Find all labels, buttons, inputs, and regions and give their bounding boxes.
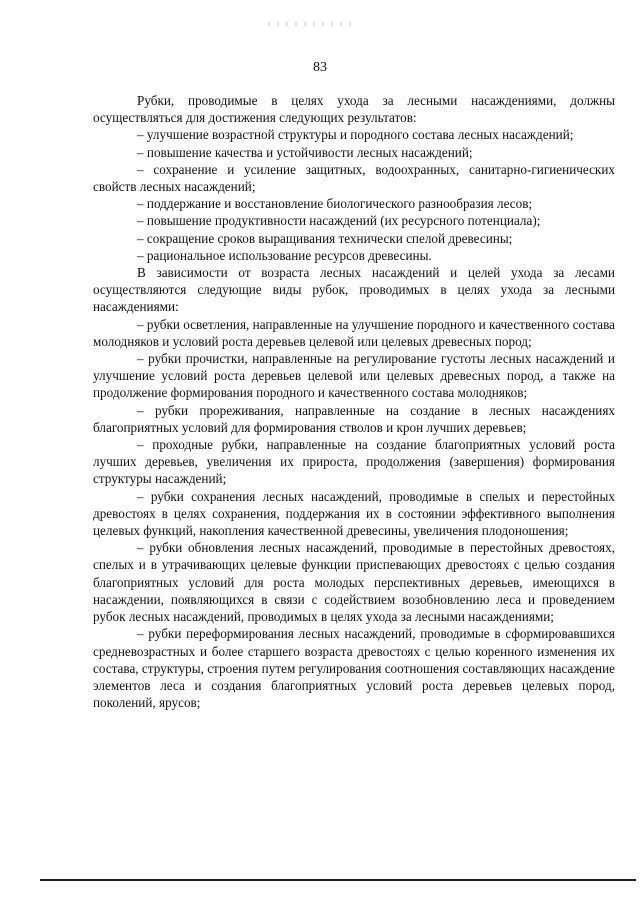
paragraph-types-intro: В зависимости от возраста лесных насаждений и целей ухода за лесами осуществляются следующие виды рубок, проводимых в целях ухода за лесными насаждениями: [93, 265, 615, 315]
scan-artifact [268, 22, 358, 26]
list-item: – сохранение и усиление защитных, водоохранных, санитарно-гигиенических свойств лесных насаждений; [93, 161, 615, 195]
page-number: 83 [313, 60, 327, 75]
list-item: – повышение качества и устойчивости лесных насаждений; [137, 144, 473, 160]
list-item: – сокращение сроков выращивания технически спелой древесины; [137, 230, 513, 246]
list-item: – рубки сохранения лесных насаждений, проводимые в спелых и перестойных древостоях в целях сохранения, поддержания их в состоянии эффективного выполнения целевых функций, накопления качественной древесины, увеличения плодоношения; [93, 488, 615, 539]
list-item: – повышение продуктивности насаждений (их ресурсного потенциала); [137, 213, 541, 229]
list-item: – проходные рубки, направленные на создание благоприятных условий роста лучших деревьев, увеличения их прироста, продолжения (завершения) формирования структуры насаждений; [93, 437, 615, 487]
list-item: – рубки обновления лесных насаждений, проводимые в перестойных древостоях, спелых и в утрачивающих целевые функции приспевающих древостоях с целью создания благоприятных условий для роста молодых перспективных деревьев, имеющихся в насаждении, появляющихся в связи с содействием возобновлению леса и проведением рубок лесных насаждений, проводимых в целях ухода за лесными насаждениями; [93, 540, 615, 625]
list-item: – рубки осветления, направленные на улучшение породного и качественного состава молодняков и условий роста деревьев целевой или целевых древесных пород; [93, 316, 615, 349]
list-item: – рубки переформирования лесных насаждений, проводимые в сформировавшихся средневозрастных и более старшего возраста древостоях с целью коренного изменения их состава, структуры, строения путем регулирования соотношения составляющих насаждение элементов леса и создания благоприятных условий роста деревьев целевых пород, поколений, ярусов; [93, 626, 615, 711]
list-item: – рациональное использование ресурсов древесины. [137, 247, 432, 263]
list-item: – рубки прореживания, направленные на создание в лесных насаждениях благоприятных условий для формирования стволов и крон лучших деревьев; [93, 402, 615, 435]
list-item: – улучшение возрастной структуры и породного состава лесных насаждений; [137, 127, 574, 143]
list-item: – поддержание и восстановление биологического разнообразия лесов; [137, 196, 533, 212]
list-item: – рубки прочистки, направленные на регулирование густоты лесных насаждений и улучшение условий роста деревьев целевой или целевых древесных пород, а также на продолжение формирования породного и качественного состава молодняков; [93, 351, 615, 401]
bottom-rule [40, 879, 636, 881]
paragraph-intro: Рубки, проводимые в целях ухода за лесными насаждениями, должны осуществляться для достижения следующих результатов: [93, 93, 615, 126]
document-body [93, 92, 615, 711]
